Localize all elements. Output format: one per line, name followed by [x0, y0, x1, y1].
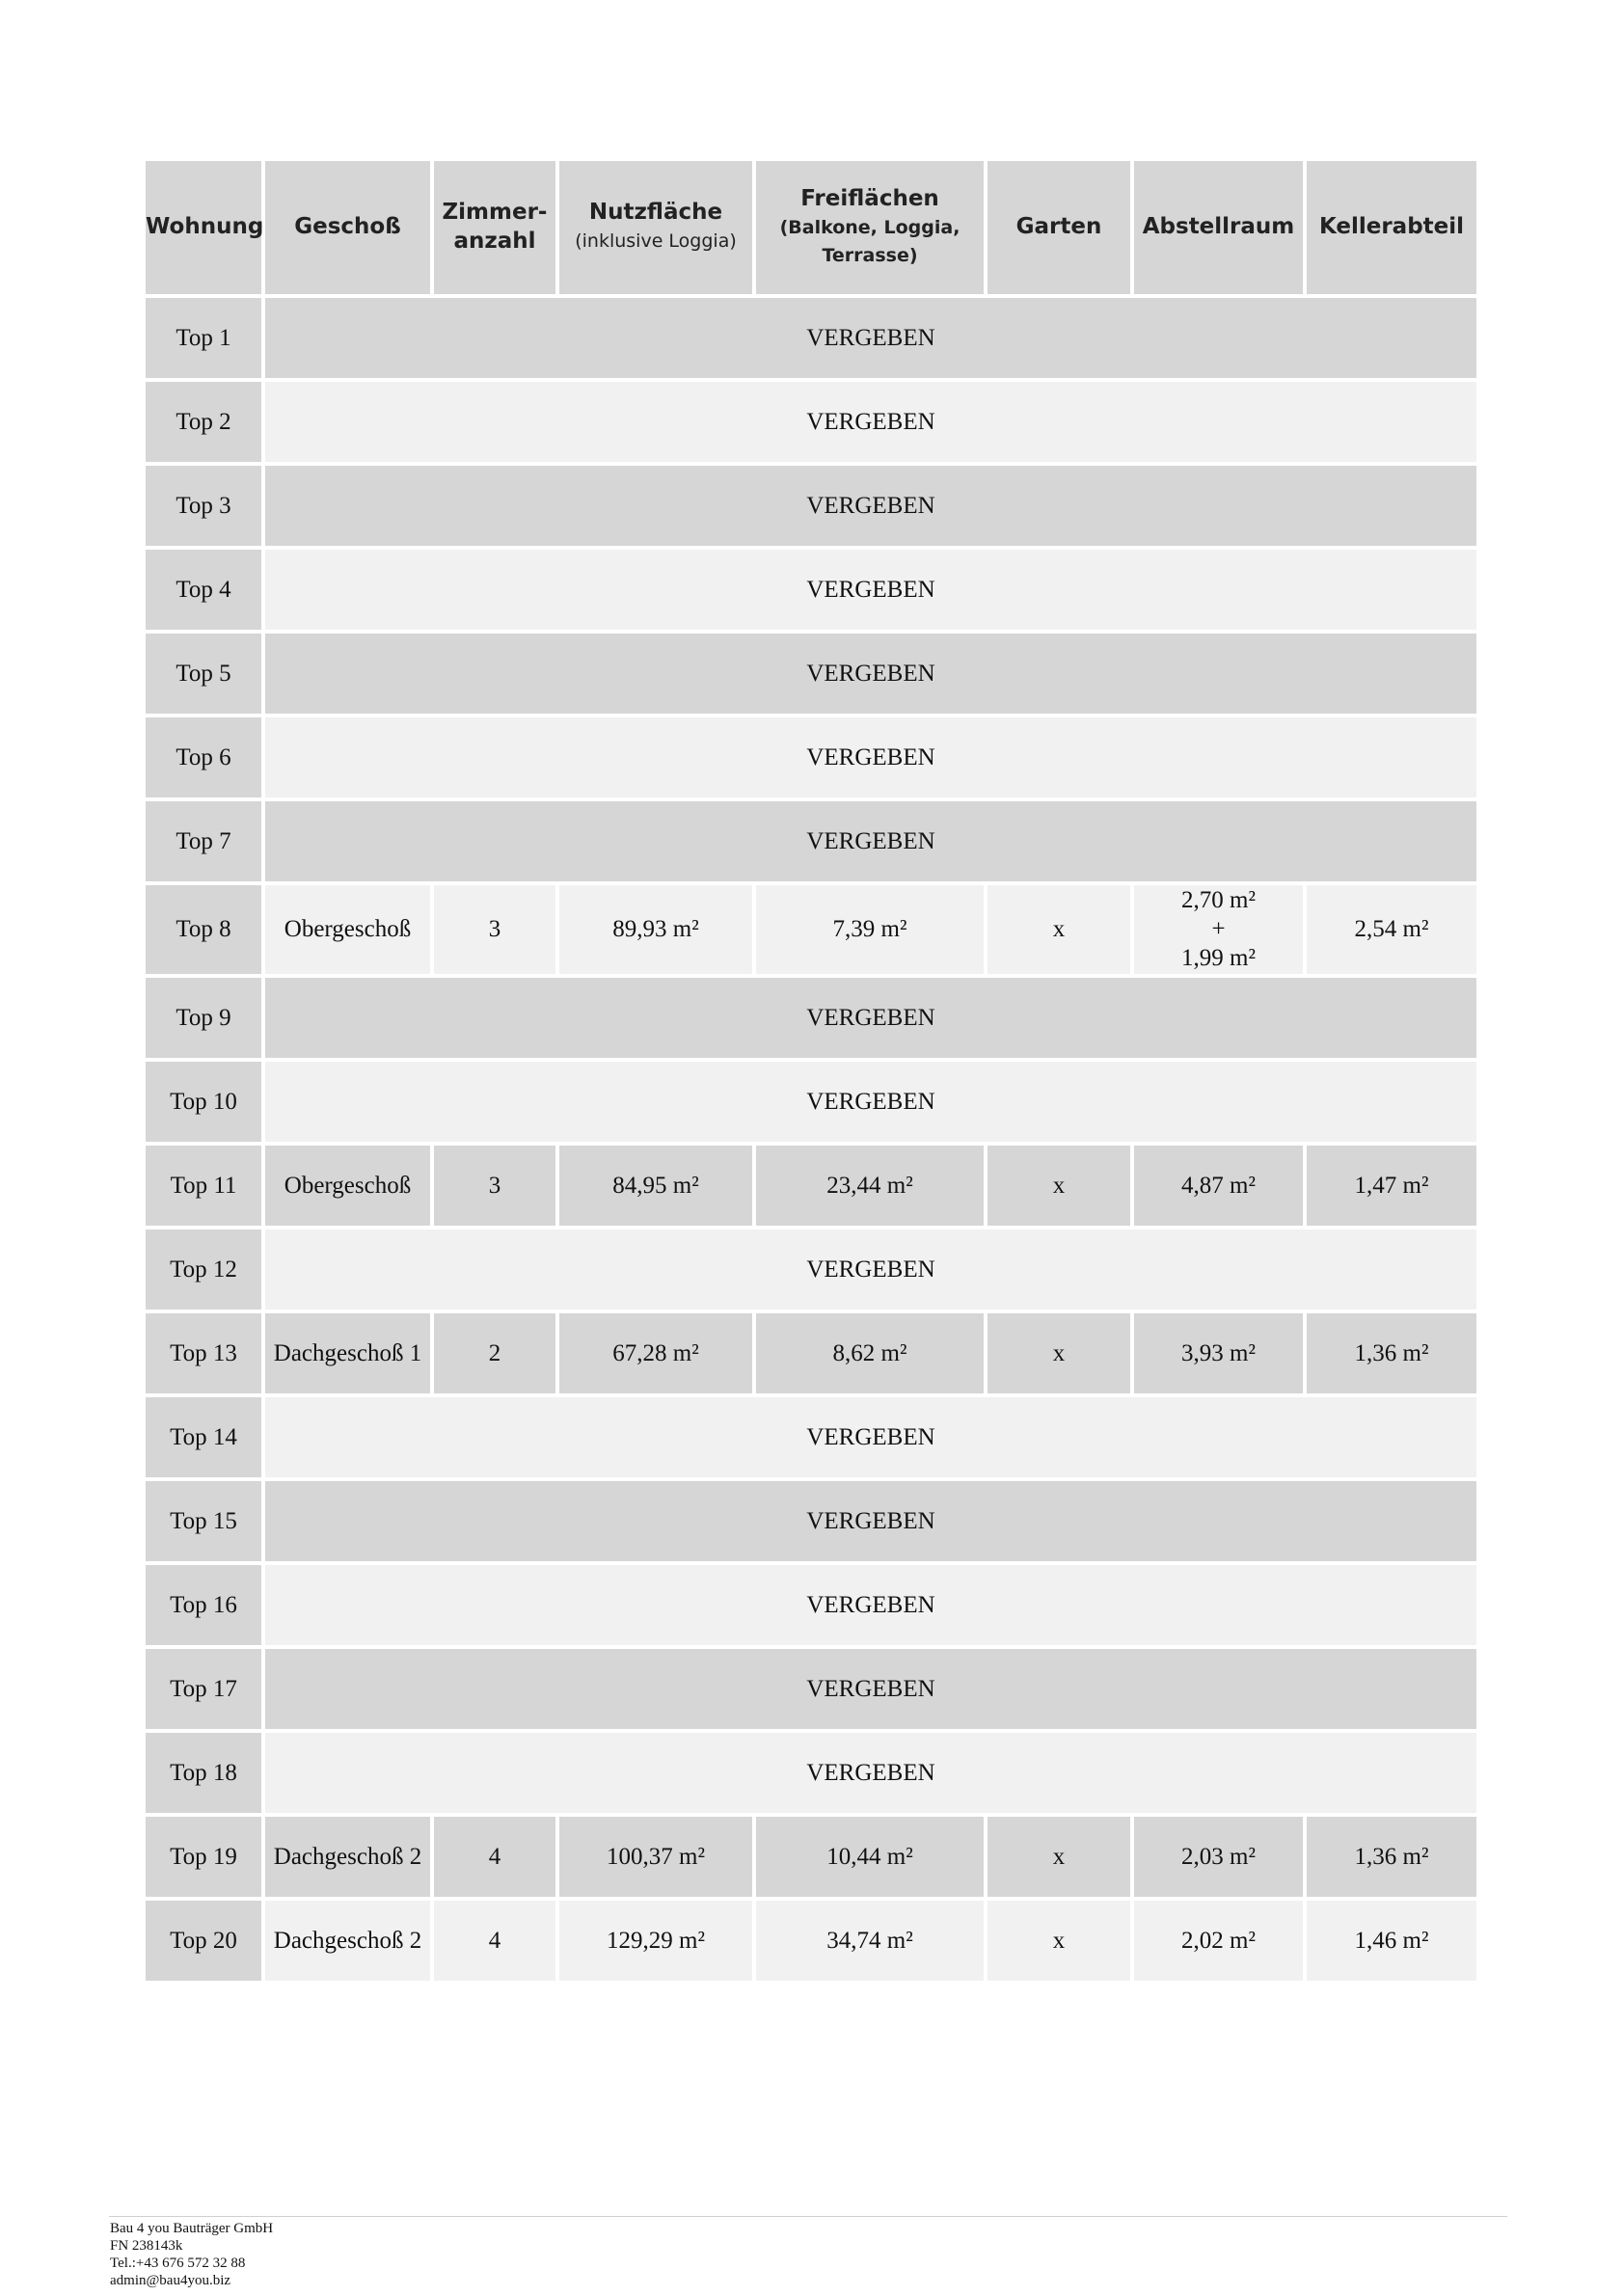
- cell-status: VERGEBEN: [265, 1733, 1476, 1813]
- cell-status: VERGEBEN: [265, 1649, 1476, 1729]
- cell-garten: x: [987, 1901, 1130, 1981]
- table-row: [146, 1817, 1476, 1897]
- table-row: [146, 1901, 1476, 1981]
- cell-freiflaechen: 23,44 m²: [756, 1146, 984, 1226]
- cell-wohnung: Top 13: [146, 1313, 261, 1393]
- cell-wohnung: Top 12: [146, 1229, 261, 1310]
- table-row: [146, 717, 1476, 797]
- header-garten: Garten: [987, 161, 1130, 294]
- cell-wohnung: Top 19: [146, 1817, 261, 1897]
- table-row: [146, 1397, 1476, 1477]
- footer-tel: Tel.:+43 676 572 32 88: [110, 2255, 246, 2271]
- cell-nutzflaeche: 67,28 m²: [559, 1313, 752, 1393]
- cell-geschoss: Obergeschoß: [265, 1146, 430, 1226]
- cell-wohnung: Top 9: [146, 978, 261, 1058]
- cell-wohnung: Top 2: [146, 382, 261, 462]
- cell-status: VERGEBEN: [265, 1062, 1476, 1142]
- cell-kellerabteil: 1,47 m²: [1307, 1146, 1476, 1226]
- cell-geschoss: Dachgeschoß 2: [265, 1901, 430, 1981]
- header-kellerabteil: Kellerabteil: [1307, 161, 1476, 294]
- cell-abstellraum: 2,02 m²: [1134, 1901, 1303, 1981]
- cell-freiflaechen: 10,44 m²: [756, 1817, 984, 1897]
- cell-nutzflaeche: 100,37 m²: [559, 1817, 752, 1897]
- cell-status: VERGEBEN: [265, 634, 1476, 714]
- table-row: [146, 885, 1476, 974]
- header-nutzflaeche: Nutzfläche (inklusive Loggia): [559, 161, 752, 294]
- table-row: [146, 1146, 1476, 1226]
- cell-status: VERGEBEN: [265, 1481, 1476, 1561]
- cell-wohnung: Top 10: [146, 1062, 261, 1142]
- abstellraum-value-2: 1,99 m²: [1181, 945, 1256, 971]
- table-row: [146, 1313, 1476, 1393]
- footer-company: Bau 4 you Bauträger GmbH: [110, 2221, 274, 2236]
- cell-wohnung: Top 1: [146, 298, 261, 378]
- cell-status: VERGEBEN: [265, 382, 1476, 462]
- header-zimmeranzahl: Zimmer- anzahl: [434, 161, 555, 294]
- cell-wohnung: Top 15: [146, 1481, 261, 1561]
- cell-garten: x: [987, 1146, 1130, 1226]
- cell-wohnung: Top 7: [146, 801, 261, 881]
- cell-status: VERGEBEN: [265, 1229, 1476, 1310]
- cell-status: VERGEBEN: [265, 1397, 1476, 1477]
- cell-status: VERGEBEN: [265, 978, 1476, 1058]
- header-abstellraum: Abstellraum: [1134, 161, 1303, 294]
- abstellraum-plus: +: [1211, 916, 1226, 942]
- table-header-row: [146, 161, 1476, 294]
- cell-wohnung: Top 5: [146, 634, 261, 714]
- cell-wohnung: Top 6: [146, 717, 261, 797]
- cell-status: VERGEBEN: [265, 298, 1476, 378]
- cell-zimmer: 4: [434, 1901, 555, 1981]
- cell-kellerabteil: 1,36 m²: [1307, 1313, 1476, 1393]
- cell-zimmer: 3: [434, 885, 555, 974]
- table-row: [146, 382, 1476, 462]
- table-row: [146, 1649, 1476, 1729]
- cell-freiflaechen: 7,39 m²: [756, 885, 984, 974]
- cell-abstellraum: 4,87 m²: [1134, 1146, 1303, 1226]
- table-row: [146, 1229, 1476, 1310]
- cell-zimmer: 4: [434, 1817, 555, 1897]
- cell-geschoss: Dachgeschoß 2: [265, 1817, 430, 1897]
- cell-zimmer: 3: [434, 1146, 555, 1226]
- cell-geschoss: Obergeschoß: [265, 885, 430, 974]
- cell-kellerabteil: 1,36 m²: [1307, 1817, 1476, 1897]
- cell-wohnung: Top 16: [146, 1565, 261, 1645]
- cell-status: VERGEBEN: [265, 801, 1476, 881]
- cell-kellerabteil: 1,46 m²: [1307, 1901, 1476, 1981]
- cell-freiflaechen: 34,74 m²: [756, 1901, 984, 1981]
- cell-nutzflaeche: 129,29 m²: [559, 1901, 752, 1981]
- table-row: [146, 1565, 1476, 1645]
- cell-wohnung: Top 4: [146, 550, 261, 630]
- footer-divider: [109, 2216, 1507, 2217]
- table-row: [146, 466, 1476, 546]
- cell-abstellraum: 3,93 m²: [1134, 1313, 1303, 1393]
- cell-nutzflaeche: 89,93 m²: [559, 885, 752, 974]
- cell-status: VERGEBEN: [265, 466, 1476, 546]
- table-row: [146, 634, 1476, 714]
- cell-wohnung: Top 20: [146, 1901, 261, 1981]
- footer-fn: FN 238143k: [110, 2238, 183, 2254]
- cell-wohnung: Top 18: [146, 1733, 261, 1813]
- table-row: [146, 550, 1476, 630]
- table-row: [146, 1733, 1476, 1813]
- header-freiflaechen: Freiflächen (Balkone, Loggia, Terrasse): [756, 161, 984, 294]
- cell-nutzflaeche: 84,95 m²: [559, 1146, 752, 1226]
- footer: [110, 2220, 273, 2289]
- cell-zimmer: 2: [434, 1313, 555, 1393]
- cell-status: VERGEBEN: [265, 550, 1476, 630]
- table-row: [146, 978, 1476, 1058]
- table-row: [146, 298, 1476, 378]
- table-row: [146, 1062, 1476, 1142]
- cell-geschoss: Dachgeschoß 1: [265, 1313, 430, 1393]
- abstellraum-value-1: 2,70 m²: [1181, 887, 1256, 913]
- footer-email: admin@bau4you.biz: [110, 2273, 231, 2288]
- table-row: [146, 1481, 1476, 1561]
- cell-wohnung: Top 8: [146, 885, 261, 974]
- cell-garten: x: [987, 885, 1130, 974]
- header-wohnung: Wohnung: [146, 161, 261, 294]
- cell-garten: x: [987, 1313, 1130, 1393]
- header-geschoss: Geschoß: [265, 161, 430, 294]
- cell-status: VERGEBEN: [265, 1565, 1476, 1645]
- table-row: [146, 801, 1476, 881]
- cell-wohnung: Top 11: [146, 1146, 261, 1226]
- cell-wohnung: Top 14: [146, 1397, 261, 1477]
- cell-wohnung: Top 17: [146, 1649, 261, 1729]
- apartment-table: [142, 157, 1480, 1985]
- cell-freiflaechen: 8,62 m²: [756, 1313, 984, 1393]
- cell-abstellraum: 2,03 m²: [1134, 1817, 1303, 1897]
- cell-wohnung: Top 3: [146, 466, 261, 546]
- cell-status: VERGEBEN: [265, 717, 1476, 797]
- cell-abstellraum: [1134, 885, 1303, 974]
- cell-garten: x: [987, 1817, 1130, 1897]
- cell-kellerabteil: 2,54 m²: [1307, 885, 1476, 974]
